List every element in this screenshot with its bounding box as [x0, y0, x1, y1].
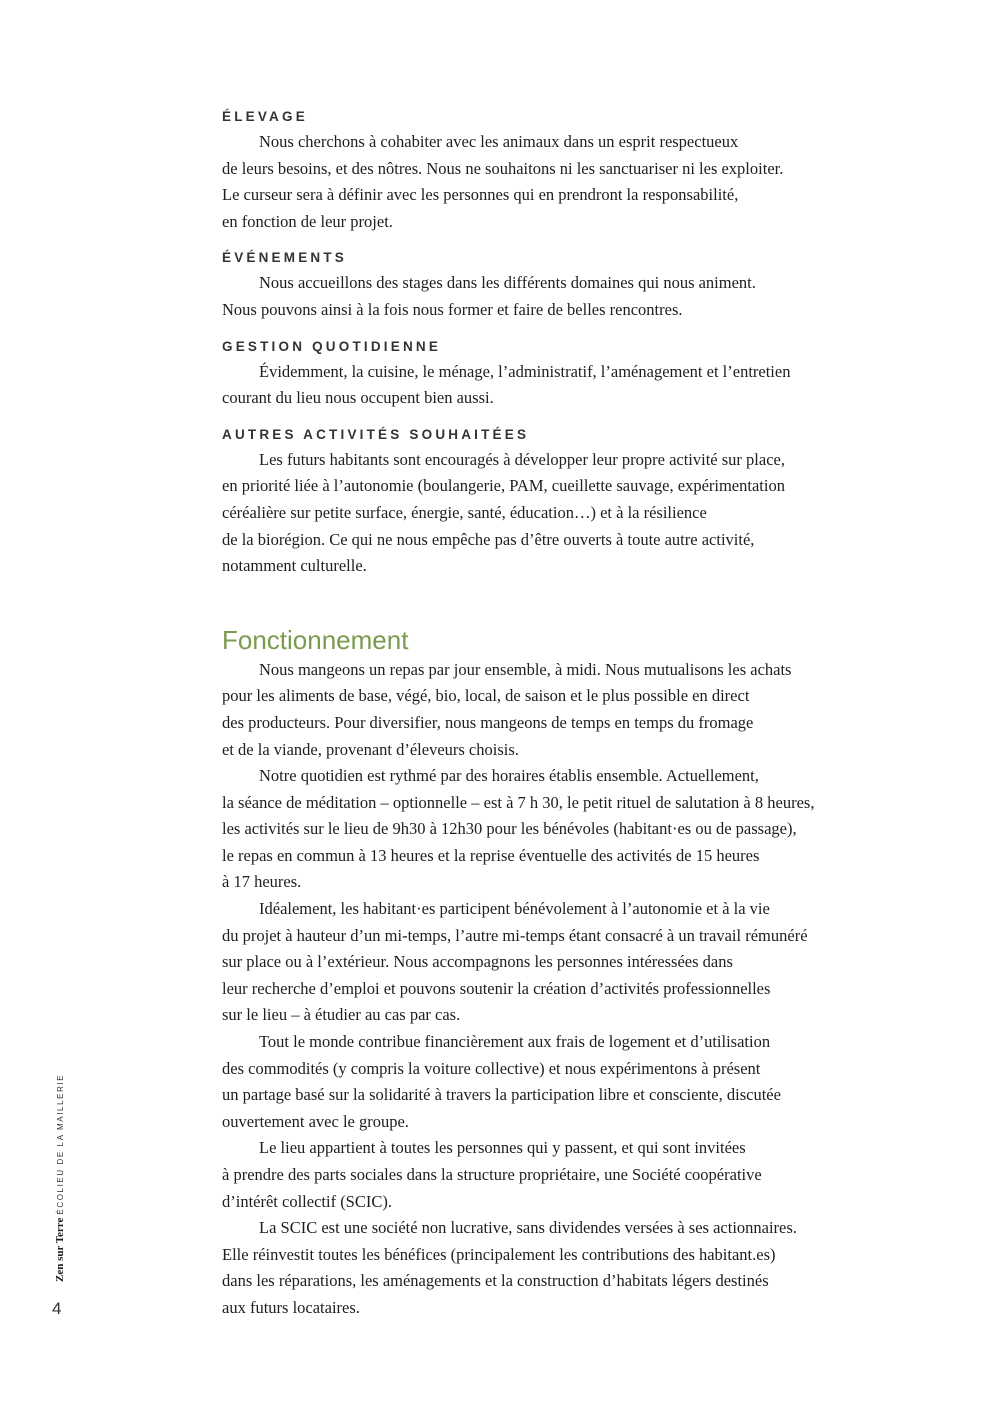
- text-line: Le lieu appartient à toutes les personnes qui y passent, et qui sont invitées: [259, 1138, 746, 1158]
- text-line: Tout le monde contribue financièrement aux frais de logement et d’utilisation: [259, 1032, 771, 1052]
- paragraph: [222, 763, 942, 896]
- text-line: La SCIC est une société non lucrative, sans dividendes versées à ses actionnaires.: [259, 1218, 797, 1238]
- section-gestion-quotidienne: [222, 335, 942, 412]
- brand-subtitle: ÉCOLIEU DE LA MAILLERIE: [56, 1073, 65, 1215]
- text-line: pour les aliments de base, végé, bio, local, de saison et le plus possible en direct: [222, 686, 750, 706]
- paragraph: [222, 359, 942, 412]
- text-line: un partage basé sur la solidarité à travers la participation libre et consciente, discutée: [222, 1085, 781, 1105]
- section-title: Fonctionnement: [222, 624, 409, 655]
- text-line: des commodités (y compris la voiture collective) et nous expérimentons à présent: [222, 1058, 761, 1078]
- section-heading: AUTRES ACTIVITÉS SOUHAITÉES: [222, 426, 530, 442]
- text-line: Notre quotidien est rythmé par des horaires établis ensemble. Actuellement,: [259, 766, 759, 786]
- text-line: à 17 heures.: [222, 872, 302, 892]
- paragraph: [222, 1029, 942, 1135]
- text-line: Idéalement, les habitant·es participent bénévolement à l’autonomie et à la vie: [259, 899, 770, 919]
- section-heading: ÉLEVAGE: [222, 109, 308, 124]
- text-line: Le curseur sera à définir avec les personnes qui en prendront la responsabilité,: [222, 185, 739, 205]
- paragraph: [222, 1135, 942, 1215]
- paragraph: [222, 1215, 942, 1321]
- text-line: sur le lieu – à étudier au cas par cas.: [222, 1005, 461, 1025]
- text-line: Nous pouvons ainsi à la fois nous former et faire de belles rencontres.: [222, 299, 683, 319]
- paragraph: [222, 657, 942, 763]
- text-line: les activités sur le lieu de 9h30 à 12h30 pour les bénévoles (habitant·es ou de passage),: [222, 819, 797, 839]
- section-heading: GESTION QUOTIDIENNE: [222, 338, 442, 354]
- section-elevage: [222, 105, 942, 235]
- paragraph: [222, 270, 942, 323]
- text-line: d’intérêt collectif (SCIC).: [222, 1191, 392, 1211]
- text-line: Elle réinvestit toutes les bénéfices (principalement les contributions des habitant.es): [222, 1244, 776, 1264]
- paragraph: [222, 447, 942, 580]
- section-autres-activites: [222, 423, 942, 580]
- text-line: courant du lieu nous occupent bien aussi.: [222, 388, 494, 408]
- section-fonctionnement: [222, 623, 942, 1322]
- section-evenements: [222, 246, 942, 323]
- text-line: ouvertement avec le groupe.: [222, 1111, 409, 1131]
- text-line: sur place ou à l’extérieur. Nous accompagnons les personnes intéressées dans: [222, 952, 733, 972]
- sidebar-branding: [48, 1052, 70, 1282]
- text-line: notamment culturelle.: [222, 556, 367, 576]
- text-line: aux futurs locataires.: [222, 1297, 360, 1317]
- section-heading: ÉVÉNEMENTS: [222, 250, 348, 266]
- text-line: leur recherche d’emploi et pouvons soutenir la création d’activités professionnelles: [222, 978, 771, 998]
- text-line: dans les réparations, les aménagements et la construction d’habitats légers destinés: [222, 1271, 769, 1291]
- page-number: 4: [52, 1299, 62, 1318]
- text-line: en priorité liée à l’autonomie (boulangerie, PAM, cueillette sauvage, expérimentation: [222, 476, 785, 496]
- paragraph: [222, 129, 942, 235]
- paragraph: [222, 896, 942, 1029]
- text-line: Les futurs habitants sont encouragés à développer leur propre activité sur place,: [259, 449, 785, 469]
- text-line: Évidemment, la cuisine, le ménage, l’administratif, l’aménagement et l’entretien: [259, 361, 791, 381]
- text-line: Nous mangeons un repas par jour ensemble, à midi. Nous mutualisons les achats: [259, 659, 792, 679]
- text-line: de la biorégion. Ce qui ne nous empêche pas d’être ouverts à toute autre activité,: [222, 529, 755, 549]
- text-line: Nous cherchons à cohabiter avec les animaux dans un esprit respectueux: [259, 132, 739, 151]
- text-line: le repas en commun à 13 heures et la reprise éventuelle des activités de 15 heures: [222, 845, 760, 865]
- sidebar-text: [48, 1052, 70, 1282]
- text-line: en fonction de leur projet.: [222, 211, 393, 231]
- text-line: et de la viande, provenant d’éleveurs choisis.: [222, 739, 519, 759]
- text-line: la séance de méditation – optionnelle – est à 7 h 30, le petit rituel de salutation à 8 heures,: [222, 792, 815, 812]
- text-line: à prendre des parts sociales dans la structure propriétaire, une Société coopérative: [222, 1165, 762, 1184]
- text-line: du projet à hauteur d’un mi-temps, l’autre mi-temps étant consacré à un travail rémunéré: [222, 925, 808, 945]
- text-line: de leurs besoins, et des nôtres. Nous ne souhaitons ni les sanctuariser ni les exploiter.: [222, 158, 784, 178]
- text-line: des producteurs. Pour diversifier, nous mangeons de temps en temps du fromage: [222, 712, 754, 732]
- text-line: Nous accueillons des stages dans les différents domaines qui nous animent.: [259, 273, 756, 293]
- brand-name: Zen sur Terre: [54, 1217, 66, 1282]
- text-line: céréalière sur petite surface, énergie, santé, éducation…) et à la résilience: [222, 502, 707, 522]
- main-content: [222, 105, 942, 1322]
